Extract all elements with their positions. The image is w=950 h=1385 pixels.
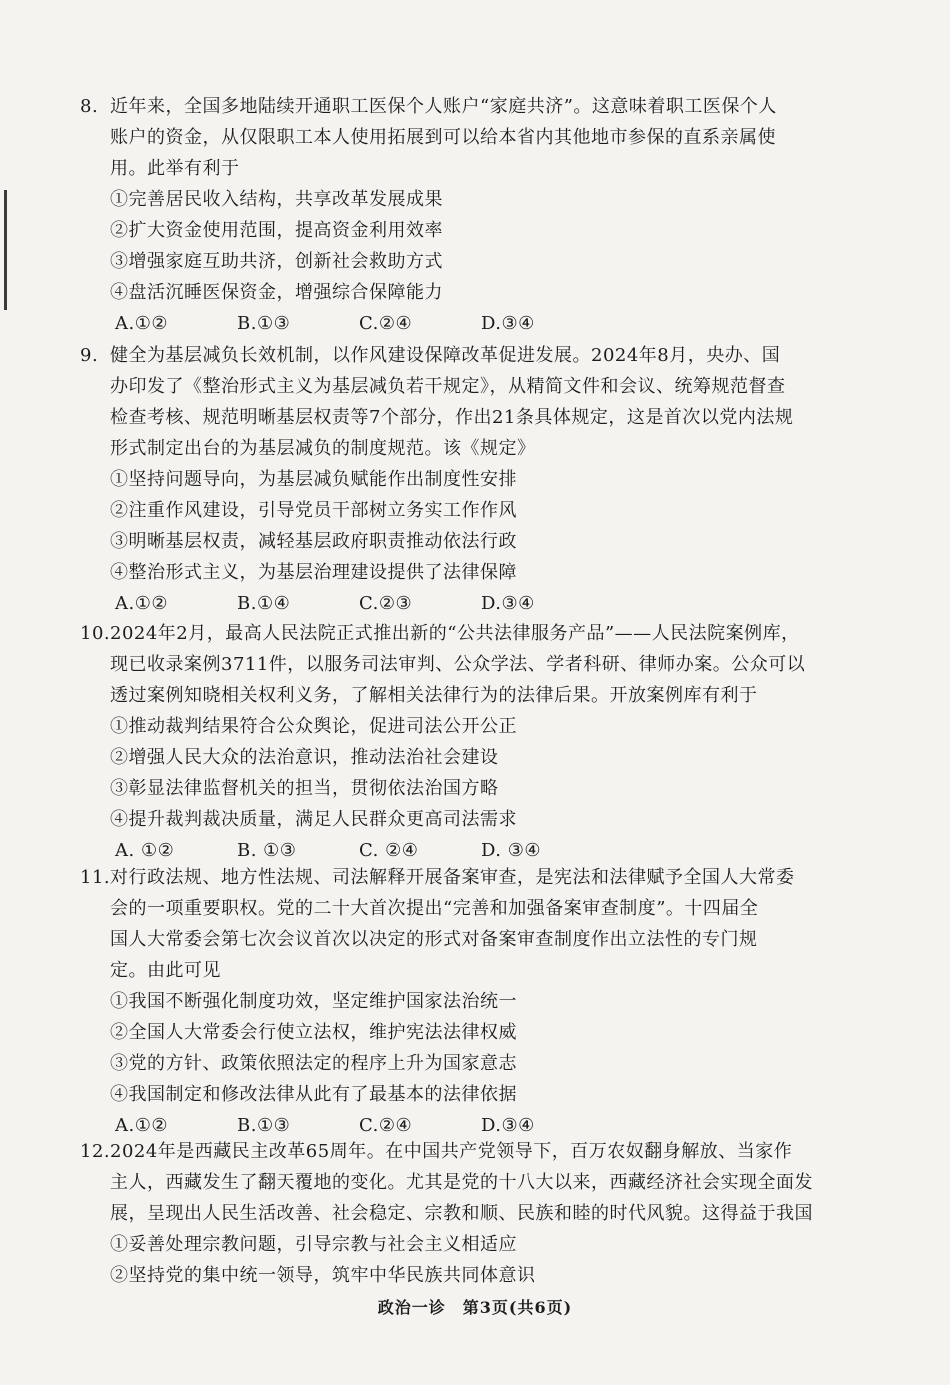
- option-statement: ③党的方针、政策依照法定的程序上升为国家意志: [110, 1053, 517, 1074]
- question-stem-line: 账户的资金，从仅限职工本人使用拓展到可以给本省内其他地市参保的直系亲属使: [110, 127, 776, 148]
- choice-a: A.①②: [115, 593, 168, 614]
- option-statement: ④整治形式主义，为基层治理建设提供了法律保障: [110, 562, 517, 583]
- choice-c: C.②③: [359, 593, 413, 614]
- question-stem-line: 健全为基层减负长效机制，以作风建设保障改革促进发展。2024年8月，央办、国: [110, 345, 781, 366]
- option-statement: ②增强人民大众的法治意识，推动法治社会建设: [110, 747, 499, 768]
- question-9: [80, 344, 850, 623]
- choice-a: A.①②: [115, 313, 168, 334]
- question-stem-line: 主人，西藏发生了翻天覆地的变化。尤其是党的十八大以来，西藏经济社会实现全面发: [110, 1172, 813, 1193]
- option-statement: ③明晰基层权责，减轻基层政府职责推动依法行政: [110, 531, 517, 552]
- question-stem-line: 检查考核、规范明晰基层权责等7个部分，作出21条具体规定，这是首次以党内法规: [110, 407, 794, 428]
- question-number: 10.: [80, 623, 111, 644]
- option-statement: ①推动裁判结果符合公众舆论，促进司法公开公正: [110, 716, 517, 737]
- question-stem-line: 国人大常委会第七次会议首次以决定的形式对备案审查制度作出立法性的专门规: [110, 929, 758, 950]
- question-stem-line: 办印发了《整治形式主义为基层减负若干规定》，从精简文件和会议、统筹规范督查: [110, 376, 786, 397]
- question-stem-line: 会的一项重要职权。党的二十大首次提出“完善和加强备案审查制度”。十四届全: [110, 898, 759, 919]
- choice-d: D.③④: [481, 1115, 535, 1136]
- option-statement: ③增强家庭互助共济，创新社会救助方式: [110, 251, 443, 272]
- option-statement: ③彰显法律监督机关的担当，贯彻依法治国方略: [110, 778, 499, 799]
- question-number: 11.: [80, 867, 111, 888]
- option-statement: ①我国不断强化制度功效，坚定维护国家法治统一: [110, 991, 517, 1012]
- choice-d: D. ③④: [481, 840, 542, 861]
- option-statement: ②扩大资金使用范围，提高资金利用效率: [110, 220, 443, 241]
- option-statement: ②坚持党的集中统一领导，筑牢中华民族共同体意识: [110, 1265, 536, 1286]
- question-stem-line: 透过案例知晓相关权利义务，了解相关法律行为的法律后果。开放案例库有利于: [110, 685, 758, 706]
- option-statement: ④我国制定和修改法律从此有了最基本的法律依据: [110, 1084, 517, 1105]
- choice-b: B. ①③: [237, 840, 297, 861]
- option-statement: ①完善居民收入结构，共享改革发展成果: [110, 189, 443, 210]
- option-statement: ②全国人大常委会行使立法权，维护宪法法律权威: [110, 1022, 517, 1043]
- option-statement: ②注重作风建设，引导党员干部树立务实工作作风: [110, 500, 517, 521]
- answer-choices: [80, 312, 850, 343]
- question-stem-line: 现已收录案例3711件，以服务司法审判、公众学法、学者科研、律师办案。公众可以: [110, 654, 806, 675]
- question-11: [80, 866, 850, 1145]
- question-stem-line: 展，呈现出人民生活改善、社会稳定、宗教和顺、民族和睦的时代风貌。这得益于我国: [110, 1203, 813, 1224]
- choice-a: A.①②: [115, 1115, 168, 1136]
- option-statement: ①妥善处理宗教问题，引导宗教与社会主义相适应: [110, 1234, 517, 1255]
- question-stem-line: 2024年是西藏民主改革65周年。在中国共产党领导下，百万农奴翻身解放、当家作: [110, 1141, 793, 1162]
- question-stem-line: 形式制定出台的为基层减负的制度规范。该《规定》: [110, 438, 536, 459]
- choice-d: D.③④: [481, 593, 535, 614]
- choice-b: B.①③: [237, 313, 291, 334]
- answer-choices: [80, 592, 850, 623]
- choice-c: C.②④: [359, 1115, 413, 1136]
- choice-c: C. ②④: [359, 840, 419, 861]
- choice-b: B.①③: [237, 1115, 291, 1136]
- choice-b: B.①④: [237, 593, 291, 614]
- question-number: 8.: [80, 96, 99, 117]
- question-12: [80, 1140, 850, 1295]
- question-stem-line: 用。此举有利于: [110, 158, 240, 179]
- option-statement: ①坚持问题导向，为基层减负赋能作出制度性安排: [110, 469, 517, 490]
- option-statement: ④盘活沉睡医保资金，增强综合保障能力: [110, 282, 443, 303]
- question-stem-line: 定。由此可见: [110, 960, 221, 981]
- binding-margin-mark: [4, 190, 7, 310]
- page-footer: 政治一诊 第3页(共6页): [377, 1298, 573, 1317]
- choice-c: C.②④: [359, 313, 413, 334]
- choice-a: A. ①②: [115, 840, 175, 861]
- option-statement: ④提升裁判裁决质量，满足人民群众更高司法需求: [110, 809, 517, 830]
- question-stem-line: 2024年2月，最高人民法院正式推出新的“公共法律服务产品”——人民法院案例库，: [110, 623, 800, 644]
- question-number: 9.: [80, 345, 99, 366]
- question-8: [80, 95, 850, 343]
- choice-d: D.③④: [481, 313, 535, 334]
- question-stem-line: 对行政法规、地方性法规、司法解释开展备案审查，是宪法和法律赋予全国人大常委: [110, 867, 795, 888]
- question-10: [80, 622, 850, 870]
- question-stem-line: 近年来，全国多地陆续开通职工医保个人账户“家庭共济”。这意味着职工医保个人: [110, 96, 777, 117]
- question-number: 12.: [80, 1141, 111, 1162]
